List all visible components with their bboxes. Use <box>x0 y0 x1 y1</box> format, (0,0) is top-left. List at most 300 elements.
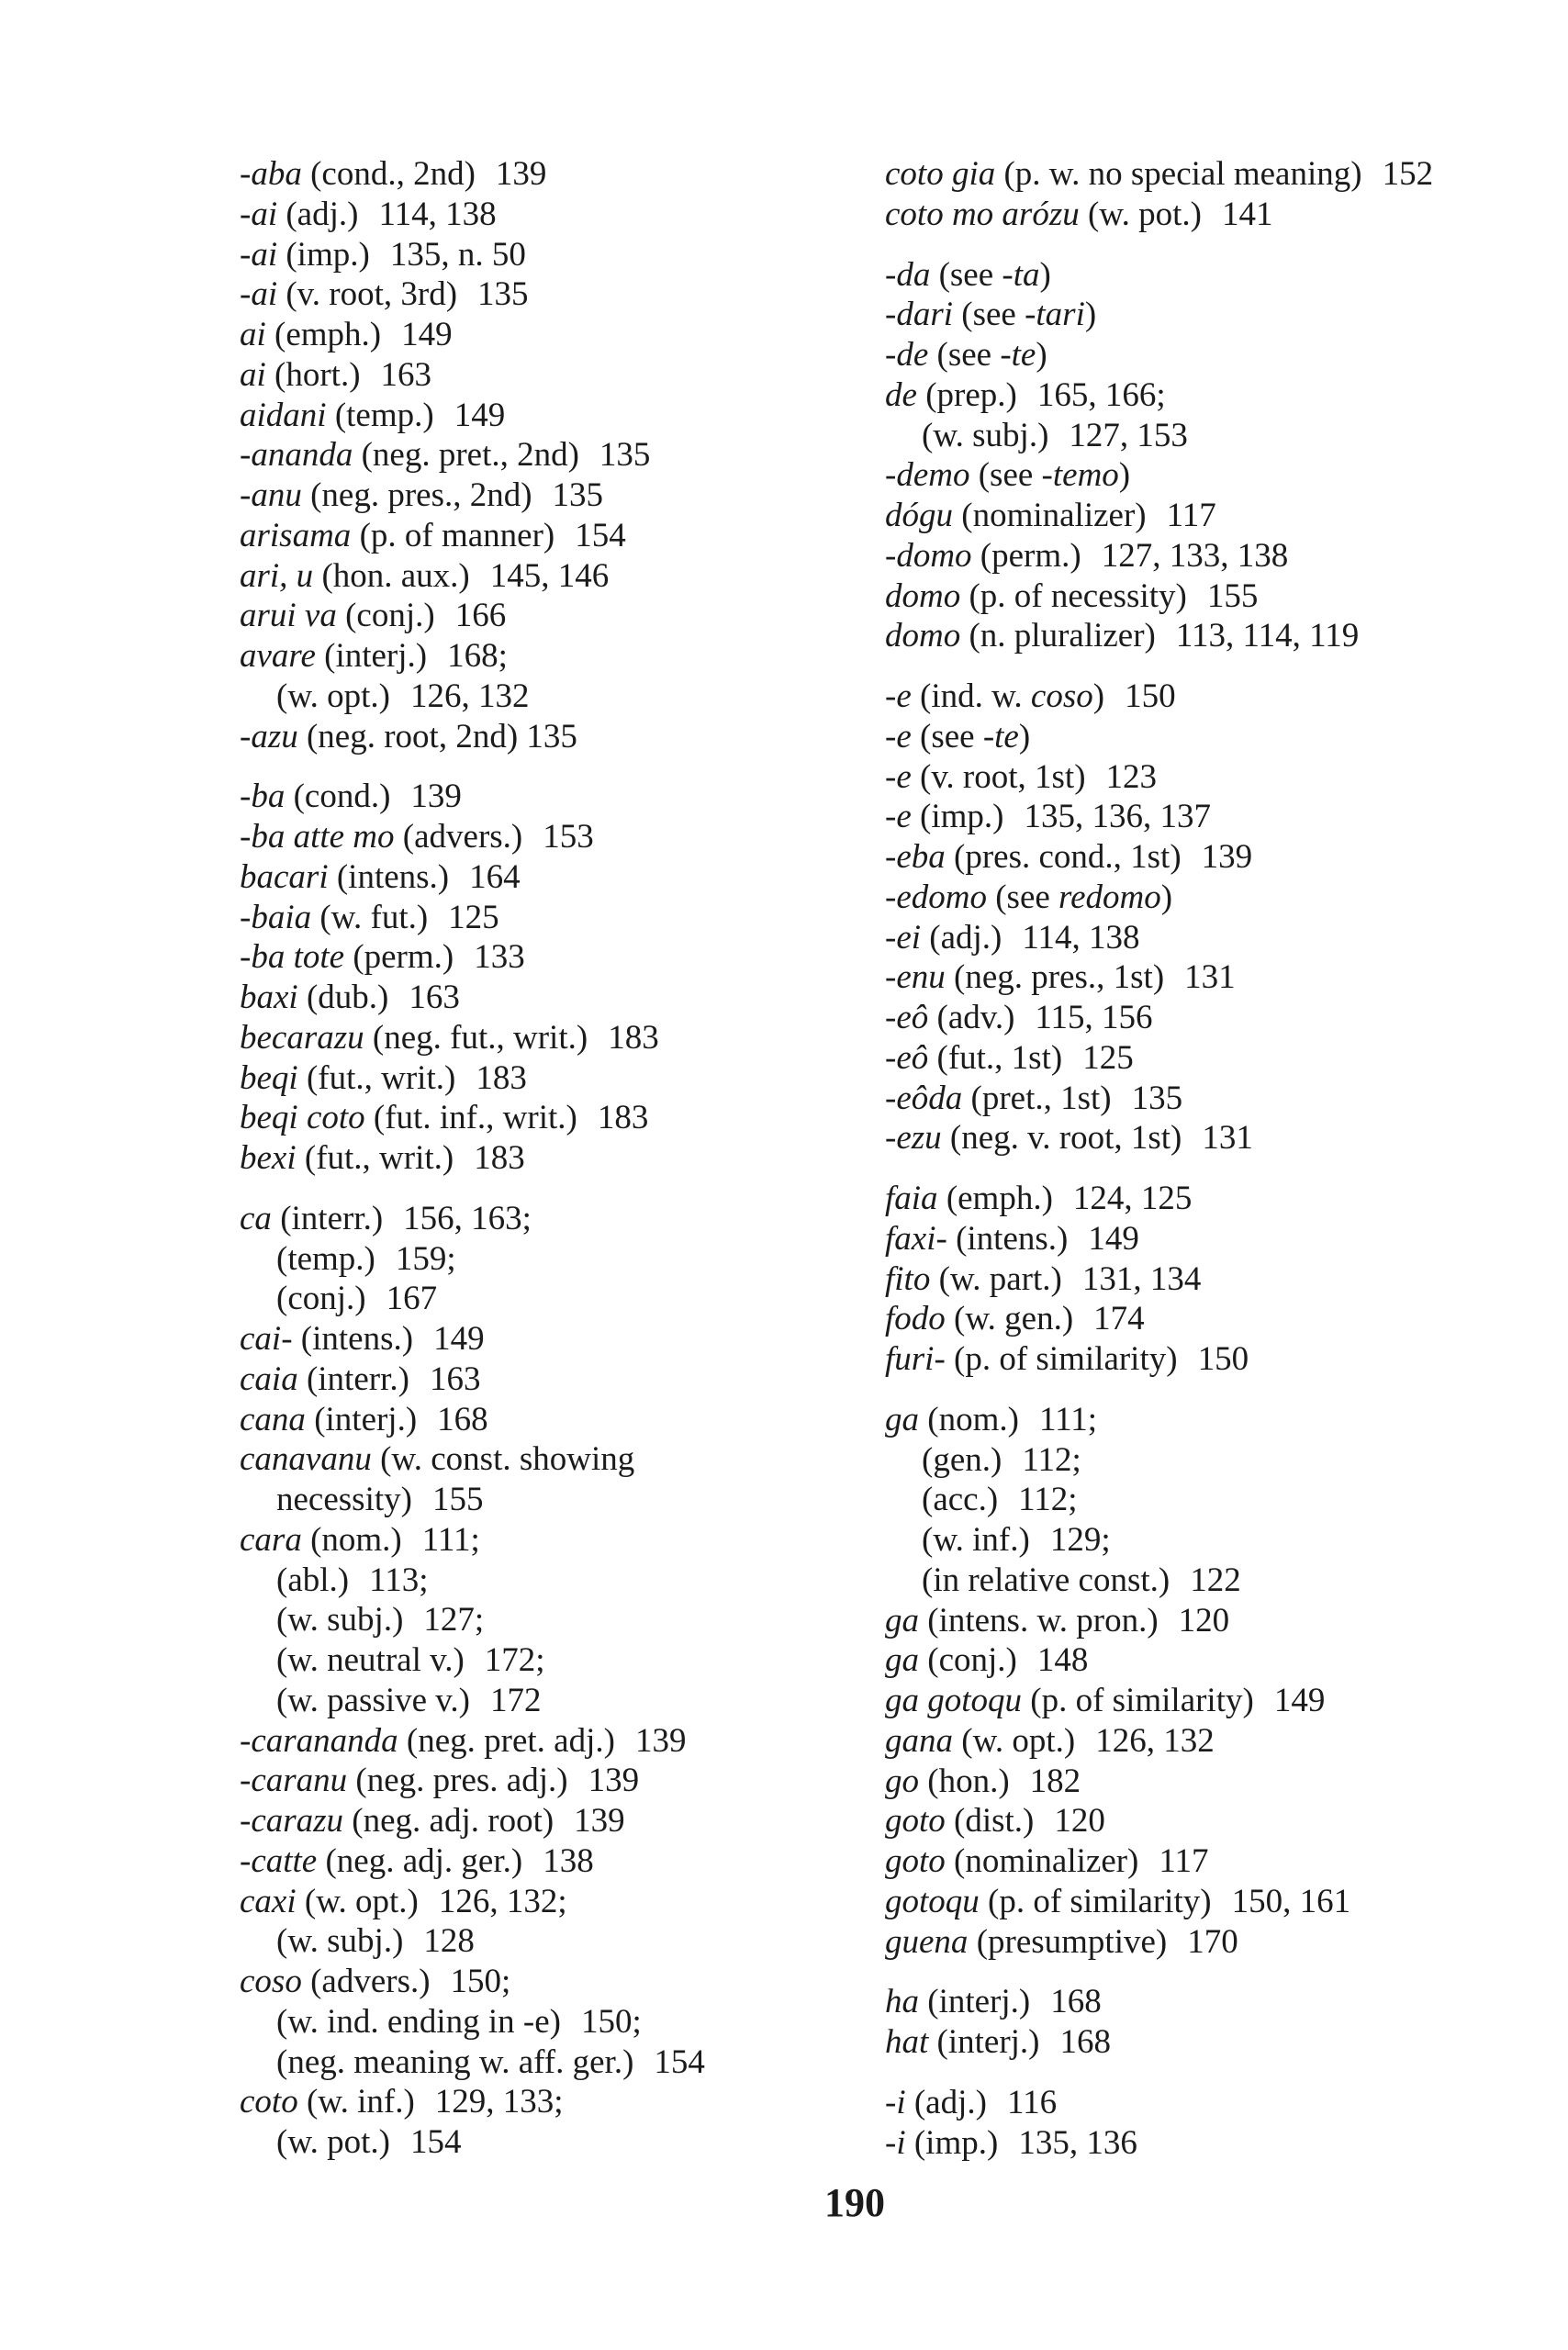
page-references: 164 <box>469 857 521 896</box>
index-description: (nom.) <box>301 1520 402 1559</box>
index-entry <box>885 957 1509 998</box>
index-description: (w. fut.) <box>311 898 429 936</box>
index-term: gotoqu <box>885 1882 980 1920</box>
index-description: ) <box>1084 296 1097 334</box>
index-term: beqi <box>240 1058 298 1097</box>
index-term: caxi <box>240 1882 297 1920</box>
index-description: (see <box>986 878 1059 916</box>
page-references: 122 <box>1190 1561 1241 1599</box>
index-term: -ba atte mo <box>240 818 395 856</box>
index-description: (w. gen.) <box>945 1300 1074 1338</box>
index-description: (nominalizer) <box>953 497 1147 534</box>
page-references: 111; <box>421 1520 480 1559</box>
page-references: 117 <box>1166 497 1216 534</box>
index-entry <box>240 355 790 396</box>
index-letter-group <box>885 1982 1509 2063</box>
index-description: (conj.) <box>276 1280 366 1318</box>
index-description: ) <box>1118 456 1131 495</box>
index-term: -e <box>885 757 912 796</box>
index-description: (w. opt.) <box>296 1882 419 1920</box>
index-entry <box>240 1018 790 1058</box>
index-entry <box>240 717 790 757</box>
index-entry <box>240 274 790 315</box>
index-description: (emph.) <box>937 1180 1053 1217</box>
index-term: -eba <box>885 838 946 876</box>
index-description: (neg. pres., 2nd) <box>301 476 532 514</box>
page-references: 124, 125 <box>1072 1180 1193 1217</box>
page-references: 154 <box>654 2042 705 2081</box>
index-subentry <box>885 1561 1509 1601</box>
index-entry <box>240 1962 790 2002</box>
index-column-right <box>885 154 1509 2183</box>
index-description: (presumptive) <box>968 1922 1168 1961</box>
index-subentry <box>885 1520 1509 1561</box>
index-subentry <box>240 1681 790 1721</box>
page-references: 131 <box>1202 1119 1253 1158</box>
index-entry <box>240 1058 790 1099</box>
index-entry <box>885 1179 1509 1219</box>
index-entry <box>885 1801 1509 1841</box>
index-term: -ananda <box>240 436 353 475</box>
page-references: 154 <box>410 2123 462 2161</box>
page-references: 135 <box>552 476 604 514</box>
index-entry <box>885 255 1509 296</box>
index-entry <box>240 777 790 817</box>
index-description: (neg. pres., 1st) <box>945 958 1165 997</box>
page-references: 163 <box>380 355 432 394</box>
index-description: (see <box>953 296 1025 334</box>
index-description: (w. subj.) <box>922 416 1049 454</box>
page-references: 111; <box>1038 1400 1097 1438</box>
index-description: (cond., 2nd) <box>301 155 476 193</box>
index-description: (w. passive v.) <box>276 1681 470 1719</box>
index-letter-group <box>885 154 1509 235</box>
index-description: (w. part.) <box>930 1259 1062 1298</box>
index-entry <box>240 1319 790 1360</box>
index-term: -i <box>885 2083 906 2121</box>
page-references: 131 <box>1184 958 1236 997</box>
index-description: (interr.) <box>297 1360 409 1398</box>
index-entry <box>885 1982 1509 2022</box>
page-references: 168 <box>1050 1983 1102 2021</box>
index-entry <box>885 998 1509 1038</box>
page-references: 183 <box>597 1099 649 1137</box>
index-description: (abl.) <box>276 1561 350 1599</box>
index-entry <box>885 1601 1509 1641</box>
index-subentry <box>885 1480 1509 1520</box>
page-references: 138 <box>543 1841 594 1880</box>
index-entry <box>240 817 790 857</box>
index-entry <box>240 1199 790 1239</box>
index-letter-group <box>885 1179 1509 1380</box>
index-term: -baia <box>240 898 312 936</box>
page-number: 190 <box>824 2180 885 2225</box>
index-term: -te <box>982 717 1019 755</box>
index-entry <box>885 878 1509 918</box>
index-term: -eô <box>885 1038 929 1077</box>
index-entry <box>240 898 790 938</box>
page-references: 123 <box>1105 757 1158 796</box>
index-subentry <box>885 1440 1509 1481</box>
index-term: -da <box>885 255 931 294</box>
index-term: bexi <box>240 1139 297 1177</box>
index-description: (p. of similarity) <box>979 1882 1212 1920</box>
index-entry <box>240 2082 790 2122</box>
page-references: 120 <box>1178 1601 1230 1639</box>
index-description: (neg. fut., writ.) <box>364 1018 588 1057</box>
page-references: 150; <box>450 1963 511 2000</box>
page-references: 139 <box>634 1721 687 1760</box>
page-references: 125 <box>1082 1038 1134 1077</box>
index-description: (interj.) <box>305 1400 418 1438</box>
index-letter-group <box>240 777 790 1179</box>
index-letter-group <box>885 2083 1509 2164</box>
index-term: -ai <box>240 195 278 233</box>
index-term: cai- <box>240 1320 293 1358</box>
index-term: cara <box>240 1520 302 1559</box>
index-entry <box>885 2022 1509 2063</box>
index-description: (p. w. no special meaning) <box>995 155 1362 193</box>
page-references: 139 <box>574 1802 625 1840</box>
index-description: (neg. meaning w. aff. ger.) <box>276 2042 634 2081</box>
index-entry <box>885 677 1509 717</box>
index-entry <box>885 1339 1509 1380</box>
page-references: 172 <box>489 1681 542 1719</box>
page-references: 155 <box>1206 576 1259 615</box>
index-entry <box>885 797 1509 837</box>
index-description: (interj.) <box>928 2023 1040 2061</box>
index-entry <box>240 235 790 275</box>
index-term: -aba <box>240 155 302 193</box>
page-references: 148 <box>1036 1641 1089 1680</box>
page-references: 149 <box>433 1320 485 1358</box>
index-description: (w. subj.) <box>276 1601 404 1639</box>
index-description: (w. neutral v.) <box>276 1641 465 1679</box>
index-entry <box>240 1761 790 1801</box>
page-references: 139 <box>410 778 462 816</box>
index-description: (dist.) <box>945 1802 1035 1841</box>
index-entry <box>240 516 790 556</box>
index-description: (dub.) <box>297 979 389 1016</box>
index-entry <box>240 396 790 436</box>
page-references: 141 <box>1221 195 1273 233</box>
index-description: ) <box>1036 336 1047 374</box>
index-description: (pret., 1st) <box>962 1079 1112 1117</box>
index-letter-group <box>885 1400 1509 1963</box>
index-term: faia <box>885 1180 938 1217</box>
page-references: 114, 138 <box>378 195 497 233</box>
index-term: coto <box>240 2083 298 2121</box>
index-entry <box>885 335 1509 375</box>
index-description: (v. root, 3rd) <box>277 275 458 314</box>
index-term: -eôda <box>885 1079 963 1117</box>
page-references: 168 <box>437 1400 488 1438</box>
index-term: caia <box>240 1360 298 1398</box>
index-term: ari, u <box>240 556 314 595</box>
page-references: 129, 133; <box>434 2083 564 2121</box>
index-term: -anu <box>240 476 302 514</box>
index-description: (fut., writ.) <box>296 1139 454 1177</box>
index-description: (intens.) <box>946 1219 1069 1258</box>
index-term: -ta <box>1002 255 1040 294</box>
index-term: -dari <box>885 296 953 334</box>
page-references: 135, 136 <box>1018 2123 1137 2162</box>
index-entry <box>885 1079 1509 1119</box>
page-references: 127, 153 <box>1069 416 1188 454</box>
index-term: -ba tote <box>240 938 345 977</box>
index-entry <box>240 937 790 978</box>
index-subentry <box>240 2002 790 2042</box>
page-references: 145, 146 <box>489 556 610 595</box>
index-term: -ai <box>240 275 278 314</box>
index-entry <box>240 315 790 355</box>
index-description: (ind. w. <box>911 677 1031 715</box>
index-term: -domo <box>885 536 972 575</box>
index-term: -ai <box>240 235 278 274</box>
index-entry <box>885 918 1509 958</box>
index-description: (v. root, 1st) <box>911 757 1086 796</box>
page-references: 139 <box>1201 838 1253 876</box>
index-description: (neg. root, 2nd) 135 <box>297 717 577 755</box>
index-entry <box>240 857 790 898</box>
page-references: 117 <box>1159 1842 1209 1880</box>
index-term: domo <box>885 576 961 615</box>
index-term: ga <box>885 1400 919 1438</box>
index-subentry <box>240 1561 790 1601</box>
page-references: 113, 114, 119 <box>1175 617 1360 655</box>
index-description: (see <box>928 336 1001 374</box>
index-entry <box>240 1721 790 1762</box>
index-term: -azu <box>240 717 298 755</box>
index-entry <box>885 757 1509 798</box>
index-term: ga <box>885 1641 919 1680</box>
page-references: 127; <box>423 1601 485 1639</box>
index-entry <box>240 154 790 195</box>
index-entry <box>885 2123 1509 2164</box>
index-term: -e <box>885 677 912 715</box>
index-term: -e <box>885 717 912 755</box>
index-description: (perm.) <box>971 536 1081 575</box>
index-description: (see <box>969 456 1042 495</box>
index-entry <box>885 1400 1509 1440</box>
page-references: 154 <box>575 516 626 554</box>
index-description: (see <box>930 255 1002 294</box>
index-term: -catte <box>240 1841 318 1880</box>
index-entry <box>885 455 1509 496</box>
index-subentry <box>240 677 790 717</box>
index-description: (temp.) <box>326 396 434 434</box>
page-references: 115, 156 <box>1035 999 1153 1036</box>
page-references: 174 <box>1093 1300 1145 1338</box>
index-description: (neg. pret., 2nd) <box>353 436 579 475</box>
page-references: 112; <box>1018 1481 1078 1519</box>
index-description: (see <box>911 717 983 755</box>
page-references: 150 <box>1197 1340 1249 1378</box>
page-references: 152 <box>1382 155 1434 193</box>
index-entry <box>885 1038 1509 1079</box>
page-references: 156, 163; <box>403 1199 532 1237</box>
index-description: (neg. pres. adj.) <box>347 1762 568 1800</box>
index-entry <box>885 1219 1509 1259</box>
index-description: (nominalizer) <box>945 1842 1139 1880</box>
index-term: -i <box>885 2123 906 2162</box>
index-description: (imp.) <box>911 798 1004 836</box>
index-term: -ba <box>240 778 286 816</box>
index-description: (imp.) <box>277 235 370 274</box>
index-term: becarazu <box>240 1018 364 1057</box>
page-references: 163 <box>429 1360 481 1398</box>
index-subentry <box>240 1921 790 1962</box>
index-letter-group <box>240 1199 790 2163</box>
page-references: 149 <box>1273 1682 1326 1719</box>
index-term: go <box>885 1762 919 1800</box>
index-subentry <box>240 1239 790 1280</box>
index-term: aidani <box>240 396 327 434</box>
index-entry <box>885 1922 1509 1963</box>
index-term: -caranu <box>240 1762 348 1800</box>
index-description: (neg. adj. ger.) <box>317 1841 523 1880</box>
page-references: 127, 133, 138 <box>1101 536 1289 575</box>
page-references: 126, 132 <box>1095 1721 1215 1760</box>
index-term: hat <box>885 2023 929 2061</box>
index-description: (w. inf.) <box>922 1521 1030 1559</box>
page-references: 139 <box>588 1762 640 1800</box>
page-references: 150, 161 <box>1231 1882 1351 1920</box>
index-description: (fut., writ.) <box>297 1058 456 1097</box>
index-entry <box>240 1520 790 1561</box>
index-term: fito <box>885 1259 931 1298</box>
index-term: ha <box>885 1983 919 2021</box>
page-references: 135 <box>599 436 651 475</box>
index-term: -te <box>1000 336 1036 374</box>
index-description: (w. inf.) <box>297 2083 415 2121</box>
index-description: (w. opt.) <box>953 1721 1076 1760</box>
index-entry <box>240 978 790 1018</box>
index-term: beqi coto <box>240 1099 365 1137</box>
index-entry <box>240 1801 790 1841</box>
index-entry <box>885 576 1509 617</box>
index-description: ) <box>1160 878 1173 916</box>
index-description: (hon. aux.) <box>313 556 470 595</box>
page-references: 170 <box>1187 1922 1238 1961</box>
index-description: (hort.) <box>265 355 361 394</box>
page-references: 149 <box>454 396 506 434</box>
index-description: (pres. cond., 1st) <box>945 838 1182 876</box>
index-term: goto <box>885 1802 946 1841</box>
index-description: (interr.) <box>271 1199 384 1237</box>
index-entry <box>885 1299 1509 1339</box>
page-references: 159; <box>395 1239 456 1278</box>
page-references: 114, 138 <box>1022 918 1140 957</box>
page-references: 131, 134 <box>1081 1259 1202 1298</box>
page-references: 150; <box>580 2002 642 2041</box>
index-subentry <box>240 2122 790 2163</box>
page-references: 155 <box>431 1481 484 1518</box>
page-references: 165, 166; <box>1036 375 1166 414</box>
index-entry <box>240 1098 790 1138</box>
index-description: (neg. adj. root) <box>343 1802 554 1840</box>
page-references: 163 <box>409 979 460 1016</box>
index-entry <box>240 1360 790 1400</box>
page-references: 128 <box>423 1922 475 1961</box>
index-term: goto <box>885 1842 946 1880</box>
index-term: ai <box>240 316 266 353</box>
index-term: bacari <box>240 857 329 896</box>
index-entry <box>885 375 1509 416</box>
index-entry <box>885 837 1509 878</box>
page-references: 183 <box>476 1058 527 1097</box>
index-term: -de <box>885 336 929 374</box>
index-entry <box>885 1118 1509 1158</box>
index-entry <box>240 556 790 597</box>
index-description: (interj.) <box>919 1983 1031 2021</box>
index-entry <box>885 1882 1509 1922</box>
index-description: ) <box>1018 717 1031 755</box>
index-description: (advers.) <box>301 1963 431 2000</box>
index-description: (w. subj.) <box>276 1922 404 1961</box>
index-subentry <box>240 1480 790 1520</box>
index-description: (acc.) <box>922 1481 999 1519</box>
page-references: 133 <box>474 938 525 977</box>
index-description: (p. of manner) <box>351 516 555 554</box>
index-entry <box>885 195 1509 235</box>
index-term: coto mo arózu <box>885 195 1080 233</box>
index-entry <box>885 295 1509 335</box>
index-description: (hon.) <box>919 1762 1010 1800</box>
index-subentry <box>240 1279 790 1319</box>
page-references: 139 <box>495 155 547 193</box>
index-term: cana <box>240 1400 306 1438</box>
page-references: 183 <box>474 1139 525 1177</box>
index-term: -tari <box>1025 296 1085 334</box>
index-description: ) <box>1039 255 1051 294</box>
index-entry <box>885 717 1509 757</box>
index-description: (conj.) <box>336 597 435 635</box>
index-description: (imp.) <box>905 2123 999 2162</box>
index-term: coso <box>1030 677 1093 715</box>
index-term: -ezu <box>885 1119 942 1158</box>
page-references: 183 <box>608 1018 659 1057</box>
index-entry <box>240 596 790 636</box>
page-references: 166 <box>454 597 507 635</box>
index-description: (neg. v. root, 1st) <box>941 1119 1182 1158</box>
index-description: (adj.) <box>277 195 359 233</box>
index-term: coto gia <box>885 155 996 193</box>
index-term: ga gotoqu <box>885 1682 1023 1719</box>
index-term: dógu <box>885 497 953 534</box>
index-entry <box>240 1138 790 1179</box>
page-references: 113; <box>369 1561 429 1599</box>
index-entry <box>240 1882 790 1922</box>
index-term: baxi <box>240 979 298 1016</box>
page-references: 135 <box>477 275 529 314</box>
index-description: (w. const. showing <box>371 1440 635 1479</box>
index-term: ga <box>885 1601 919 1639</box>
page-references: 116 <box>1006 2083 1058 2121</box>
index-description: (in relative const.) <box>922 1561 1170 1599</box>
index-entry <box>240 1439 790 1480</box>
index-entry <box>240 476 790 516</box>
index-description: (n. pluralizer) <box>960 617 1156 655</box>
page-references: 168 <box>1059 2023 1112 2061</box>
index-description: (w. pot.) <box>1079 195 1202 233</box>
index-description: necessity) <box>276 1481 412 1518</box>
index-description: (p. of necessity) <box>960 576 1187 615</box>
page-references: 120 <box>1054 1802 1105 1841</box>
page-references: 168; <box>447 637 508 675</box>
index-description: (intens.) <box>328 857 450 896</box>
index-entry <box>885 496 1509 536</box>
